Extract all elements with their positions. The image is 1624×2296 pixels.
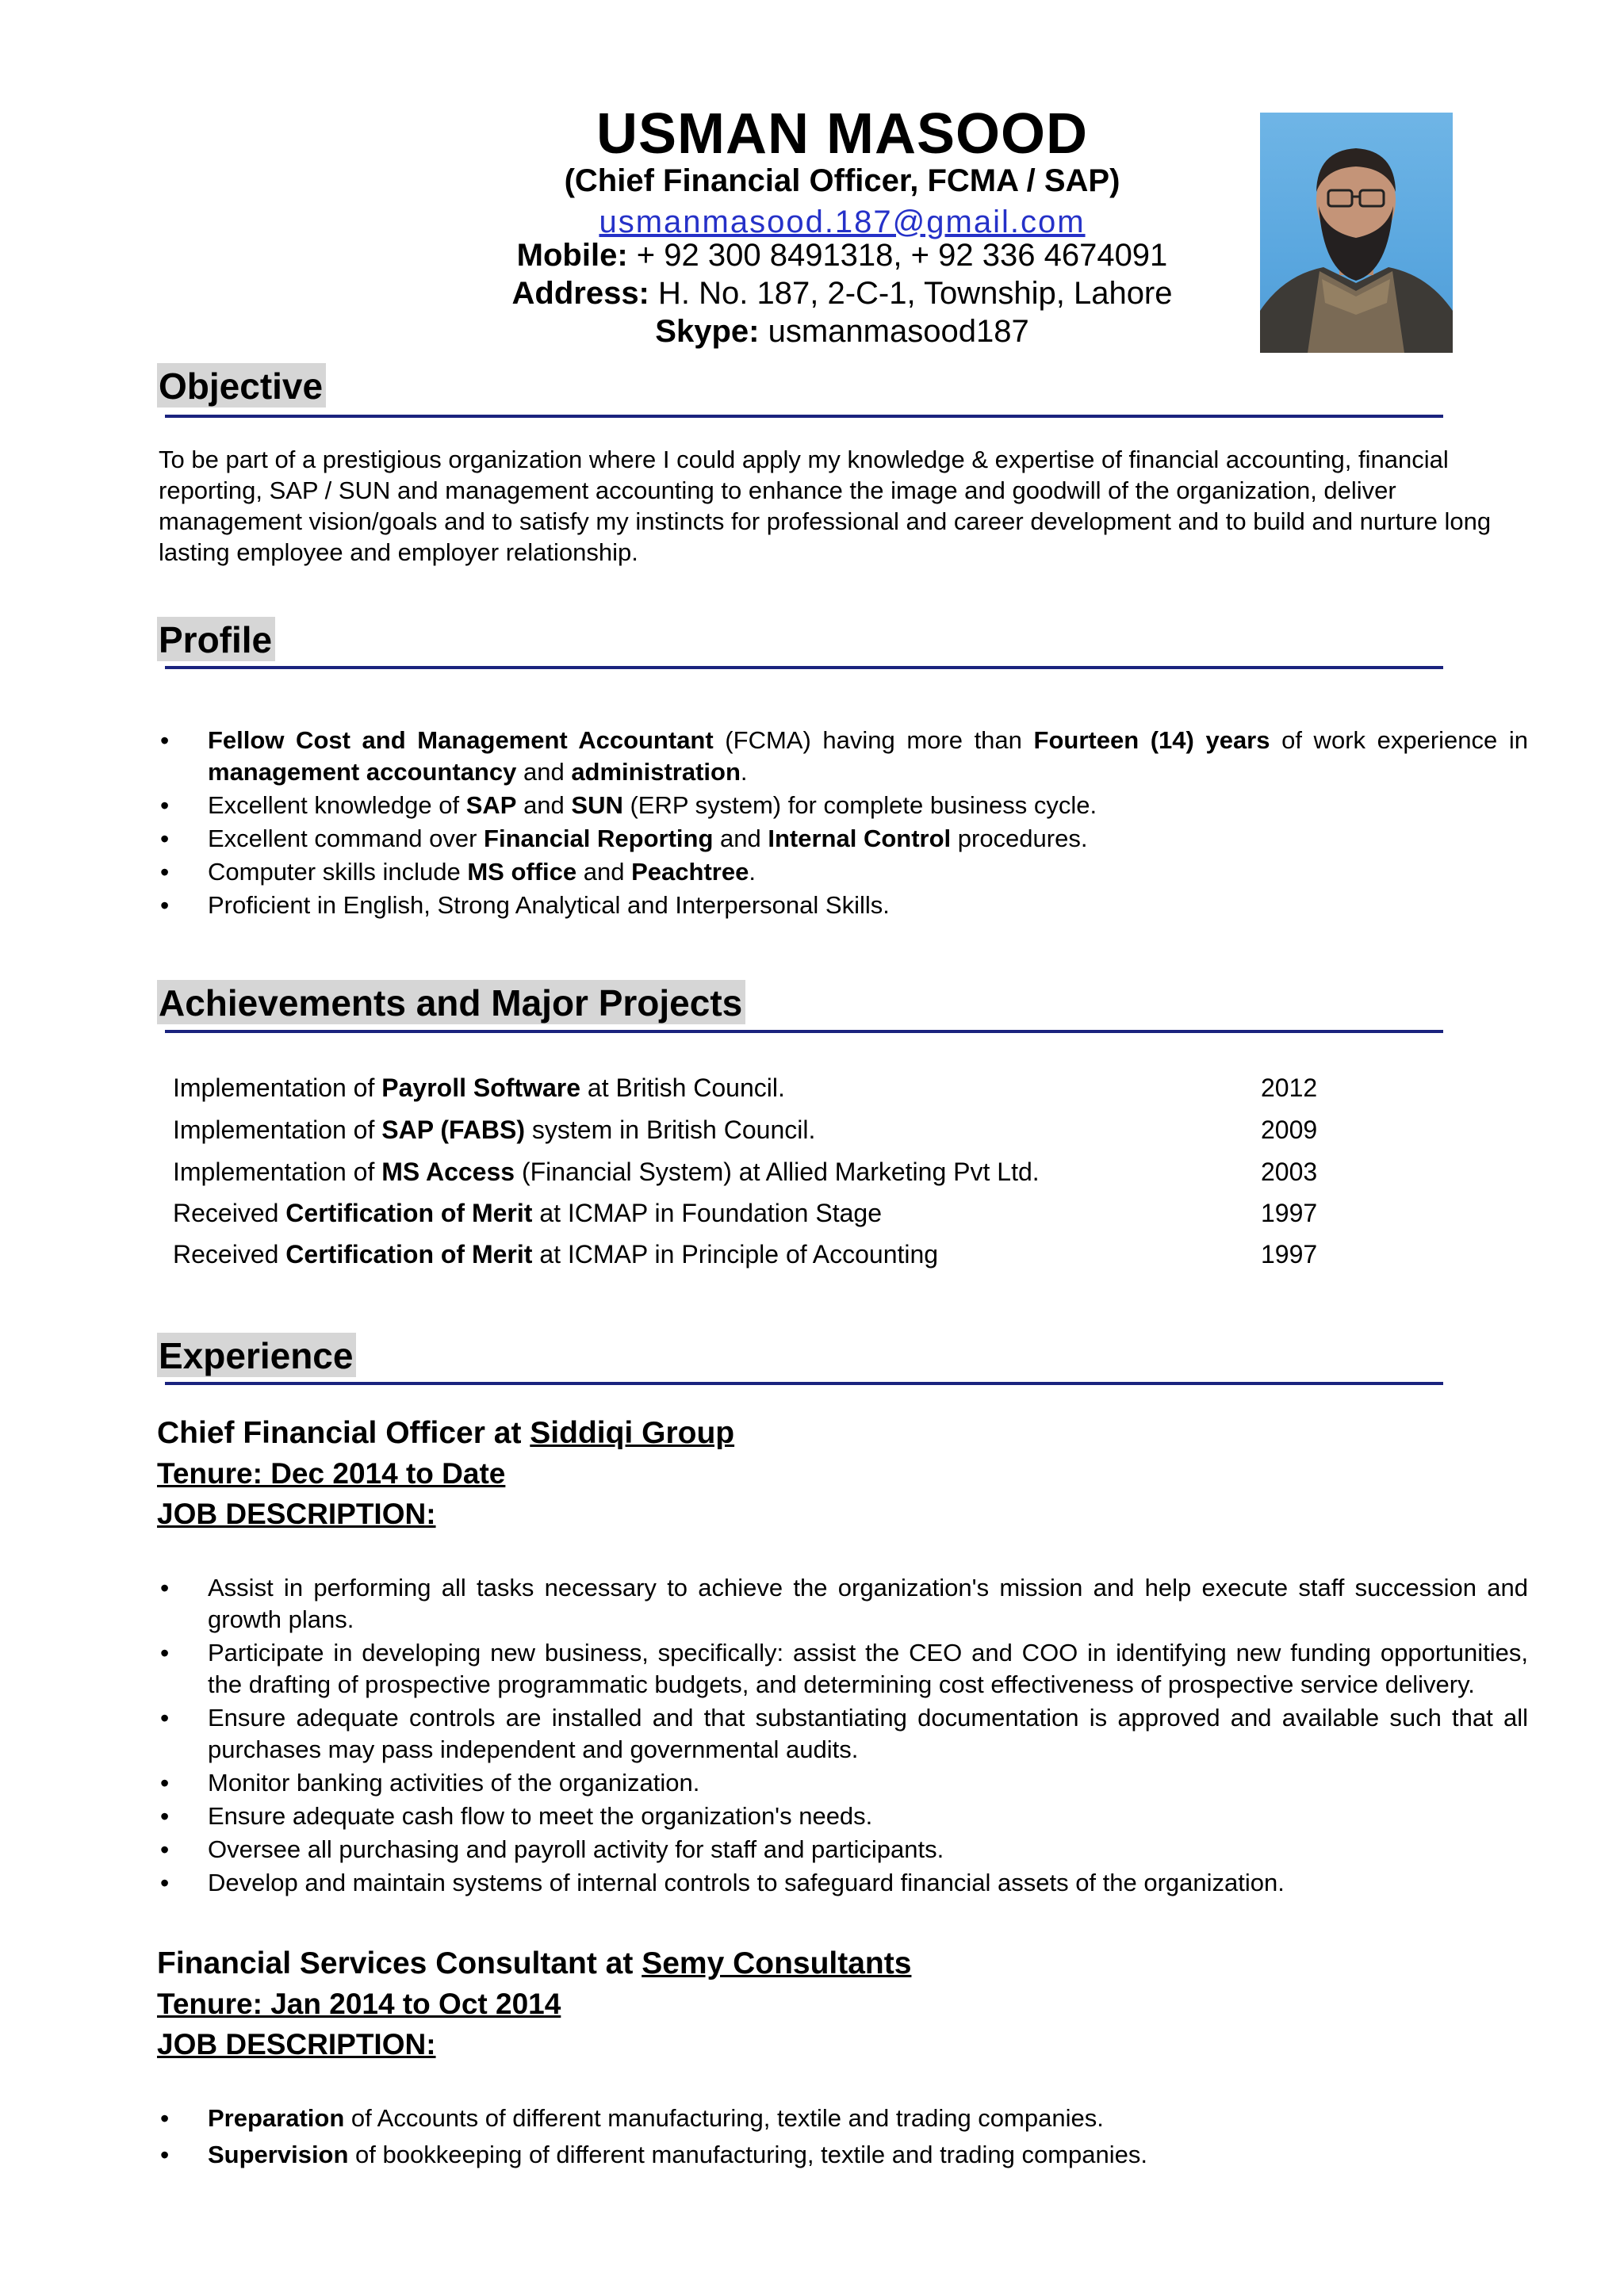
achievement-row: Received Certification of Merit at ICMAP in Principle of Accounting (173, 1240, 939, 1269)
profile-list (208, 725, 1528, 921)
achievement-year: 2009 (1261, 1115, 1318, 1144)
achievement-row: Implementation of SAP (FABS) system in British Council. (173, 1115, 816, 1144)
duty-item: • Participate in developing new business, specifically: assist the CEO and COO in identifying new funding opportunities, the drafting of prospective programmatic budgets, and determining cost effectiveness of prospective service delivery. (208, 1637, 1528, 1701)
achievements-heading: Achievements and Major Projects (157, 980, 745, 1024)
achievement-year: 1997 (1261, 1240, 1318, 1269)
job-description-label: JOB DESCRIPTION: (157, 1498, 436, 1530)
job-description-label: JOB DESCRIPTION: (157, 2028, 436, 2061)
duty-item: • Assist in performing all tasks necessary to achieve the organization's mission and help execute staff succession and growth plans. (208, 1572, 1528, 1636)
candidate-name: USMAN MASOOD (596, 102, 1088, 166)
achievement-year: 2012 (1261, 1073, 1318, 1102)
achievement-row: Implementation of MS Access (Financial System) at Allied Marketing Pvt Ltd. (173, 1158, 1040, 1186)
duty-item: • Preparation of Accounts of different manufacturing, textile and trading companies. (208, 2103, 1528, 2134)
company-name: Semy Consultants (642, 1946, 912, 1980)
profile-heading: Profile (157, 617, 275, 661)
skype-label: Skype: (655, 314, 760, 349)
job-tenure: Tenure: Jan 2014 to Oct 2014 (157, 1988, 561, 2020)
job-title: Financial Services Consultant at Semy Consultants (157, 1946, 912, 1980)
candidate-title: (Chief Financial Officer, FCMA / SAP) (564, 163, 1120, 198)
experience-heading: Experience (157, 1333, 356, 1377)
skype-value: usmanmasood187 (759, 314, 1029, 349)
objective-rule (165, 415, 1443, 418)
profile-item: • Excellent knowledge of SAP and SUN (ERP system) for complete business cycle. (208, 790, 1528, 821)
duty-item: • Ensure adequate cash flow to meet the organization's needs. (208, 1800, 1528, 1832)
duty-item: • Supervision of bookkeeping of different manufacturing, textile and trading companies. (208, 2139, 1528, 2171)
achievements-rule (165, 1030, 1443, 1033)
duty-item: • Oversee all purchasing and payroll activity for staff and participants. (208, 1834, 1528, 1866)
duty-item: • Ensure adequate controls are installed and that substantiating documentation is approved and available such that all purchases may pass independent and governmental audits. (208, 1702, 1528, 1766)
portrait-illustration (1260, 113, 1453, 353)
address-value: H. No. 187, 2-C-1, Township, Lahore (649, 276, 1173, 311)
achievement-row: Received Certification of Merit at ICMAP in Foundation Stage (173, 1199, 882, 1227)
job-title: Chief Financial Officer at Siddiqi Group (157, 1416, 735, 1450)
profile-item: • Computer skills include MS office and Peachtree. (208, 856, 1528, 888)
profile-item: • Excellent command over Financial Reporting and Internal Control procedures. (208, 823, 1528, 855)
job-duties-list (208, 2103, 1528, 2171)
mobile-value: + 92 300 8491318, + 92 336 4674091 (627, 238, 1168, 273)
profile-photo (1260, 113, 1453, 353)
profile-item: • Fellow Cost and Management Accountant (FCMA) having more than Fourteen (14) years of work experience in management accountancy and administration. (208, 725, 1528, 788)
address-label: Address: (511, 276, 649, 311)
objective-heading: Objective (157, 363, 326, 408)
achievement-year: 2003 (1261, 1158, 1318, 1186)
mobile-label: Mobile: (516, 238, 628, 273)
achievement-row: Implementation of Payroll Software at British Council. (173, 1073, 785, 1102)
job-tenure: Tenure: Dec 2014 to Date (157, 1457, 506, 1490)
duty-item: • Monitor banking activities of the organization. (208, 1767, 1528, 1799)
profile-rule (165, 666, 1443, 669)
duty-item: • Develop and maintain systems of internal controls to safeguard financial assets of the organization. (208, 1867, 1528, 1899)
objective-text: To be part of a prestigious organization where I could apply my knowledge & expertise of financial accounting, financial reporting, SAP / SUN and management accounting to enhance the image and goodwill of the organization, deliver management vision/goals and to satisfy my instincts for professional and career development and to build and nurture long lasting employee and employer relationship. (159, 446, 1492, 566)
company-name: Siddiqi Group (530, 1416, 735, 1450)
experience-rule (165, 1382, 1443, 1385)
achievement-year: 1997 (1261, 1199, 1318, 1227)
profile-item: • Proficient in English, Strong Analytical and Interpersonal Skills. (208, 890, 1528, 921)
email-link[interactable]: usmanmasood.187@gmail.com (599, 205, 1086, 239)
job-duties-list (208, 1572, 1528, 1899)
